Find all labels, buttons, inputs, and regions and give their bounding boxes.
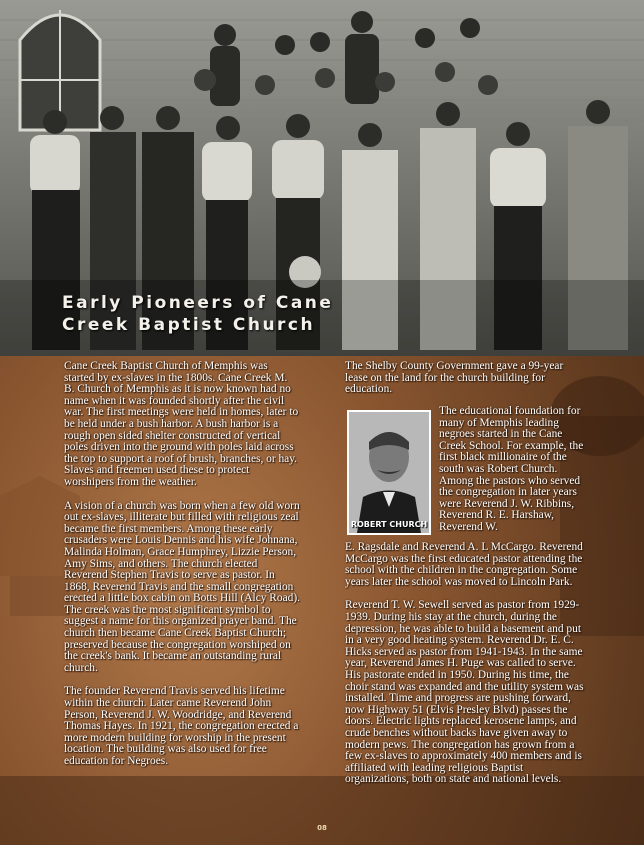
article-beside-portrait — [439, 406, 589, 546]
portrait-label: ROBERT CHURCH — [350, 520, 428, 529]
article-paragraph: The founder Reverend Travis served his lifetime within the church. Later came Reverend John Person, Reverend J. W. Woodridge, and Reverend Thomas Hayes. In 1921, the congregation erected a more modern building for worship in the present location. The building was also used for free education for Negroes. — [64, 685, 299, 767]
photo-caption-title — [62, 292, 333, 336]
article-paragraph: E. Ragsdale and Reverend A. L McCargo. Reverend McCargo was the first educated pastor attending the school with the children in the congregation. Some years later the school was moved to Lincoln Park. — [345, 541, 583, 588]
page-number: 08 — [317, 824, 327, 832]
article-paragraph: Cane Creek Baptist Church of Memphis was started by ex-slaves in the 1800s. Cane Creek M. B. Church of Memphis as it is now known had no name when it was founded shortly after the civil war. The first meetings were held in homes, later to be held under a bush harbor. A bush harbor is a rough open sided shelter constructed of vertical poles driven into the ground with poles laid across the top to support a roof of brush, branches, or hay. Slaves and freemen used these to protect worshipers from the weather. — [64, 360, 299, 488]
article-left-column — [64, 361, 300, 780]
article-paragraph: Reverend T. W. Sewell served as pastor from 1929-1939. During his stay at the church, during the depression, he was able to build a basement and put in a very good heating system. Reverend Dr. E. C. Hicks served as pastor from 1941-1943. In the same year, Reverend James H. Puge was called to serve. His pastorate ended in 1950. During his time, the choir stand was expanded and the utility system was installed. Time and progress are pushing forward, now Highway 51 (Elvis Presley Blvd) passes the doors. Electric lights replaced kerosene lamps, and crude benches without backs have given away to modern pews. The congregation has grown from a few ex-slaves to approximately 400 members and is affiliated with leading religious Baptist organizations, both on state and national levels. — [345, 599, 584, 786]
article-right-column-top — [345, 361, 577, 408]
article-paragraph: The educational foundation for many of Memphis leading negroes started in the Cane Creek School. For example, the first black millionaire of the south was Robert Church. Among the pastors who served the congregation in later years were Reverend J. W. Ribbins, Reverend R. E. Harshaw, Reverend W. — [439, 405, 584, 533]
article-paragraph: A vision of a church was born when a few old worn out ex-slaves, illiterate but filled with religious zeal became the first members. Among these early crusaders were Louis Dennis and his wife Johnana, Malinda Holman, Grace Humphrey, Lizzie Person, Amy Sims, and others. The church elected Reverend Stephen Travis to serve as pastor. In 1868, Reverend Travis and the small congregation erected a little box cabin on Botts Hill (Alcy Road). The creek was the most significant symbol to suggest a name for this organized prayer band. The church then became Cane Creek Baptist Church; preserved because the congregation worshiped on the creek's bank. It became an outstanding rural church. — [64, 499, 300, 674]
article-right-column-bottom — [345, 542, 585, 798]
photo-title-line-1: Early Pioneers of Cane — [62, 293, 334, 313]
historic-group-photo — [0, 0, 644, 356]
photo-title-line-2: Creek Baptist Church — [62, 315, 316, 335]
article-paragraph: The Shelby County Government gave a 99-year lease on the land for the church building for education. — [345, 360, 564, 396]
robert-church-portrait — [347, 410, 431, 535]
